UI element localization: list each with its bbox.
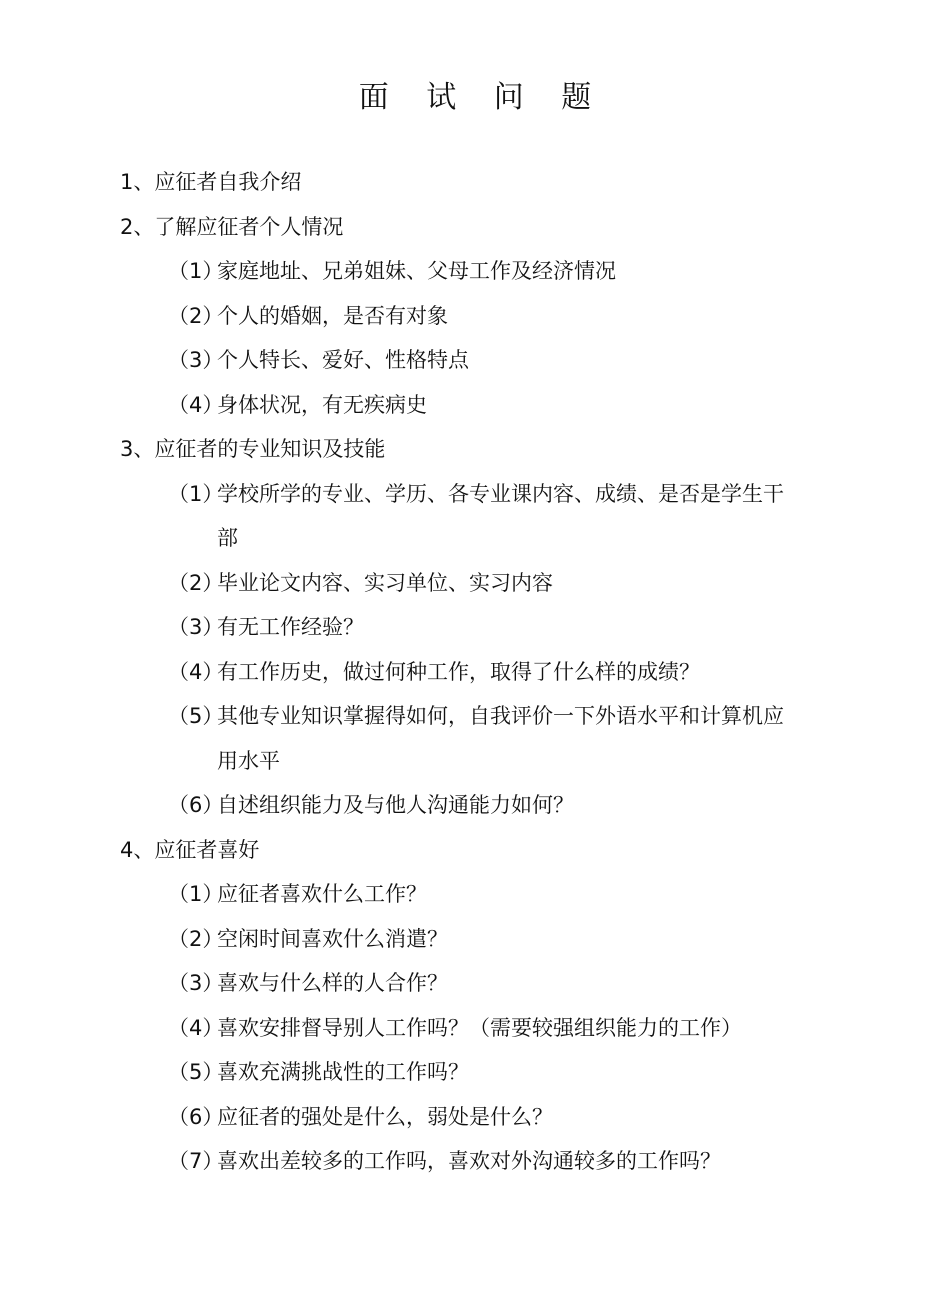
question-item (120, 872, 800, 917)
question-number: （3） (168, 348, 224, 372)
question-item (120, 650, 800, 695)
question-text: 有无工作经验？ (217, 615, 364, 639)
question-item (120, 1006, 800, 1051)
question-text: 家庭地址、兄弟姐妹、父母工作及经济情况 (217, 259, 616, 283)
question-number: （2） (168, 303, 224, 328)
section-1 (120, 160, 820, 205)
question-item (120, 1095, 800, 1140)
page-title: 面 试 问 题 (358, 80, 606, 115)
section-heading: 1、应征者自我介绍 (120, 170, 302, 194)
question-text: 自述组织能力及与他人沟通能力如何？ (217, 793, 574, 817)
question-number: （2） (168, 570, 224, 595)
question-text: 个人特长、爱好、性格特点 (217, 348, 469, 372)
question-item (120, 561, 800, 606)
question-text: 喜欢充满挑战性的工作吗？ (217, 1060, 469, 1084)
question-item (120, 472, 800, 561)
question-number: （4） (168, 659, 224, 684)
question-text: 毕业论文内容、实习单位、实习内容 (217, 570, 553, 595)
question-text: 身体状况，有无疾病史 (217, 392, 427, 417)
question-text: 其他专业知识掌握得如何，自我评价一下外语水平和计算机应用水平 (217, 704, 784, 773)
question-number: （1） (168, 259, 224, 283)
section-heading: 4、应征者喜好 (120, 837, 260, 862)
question-text: 应征者的强处是什么，弱处是什么？ (217, 1104, 553, 1129)
question-item (120, 294, 800, 339)
question-item (120, 1139, 800, 1184)
question-text: 应征者喜欢什么工作？ (217, 882, 427, 906)
question-number: （1） (168, 882, 224, 906)
question-text: 有工作历史，做过何种工作，取得了什么样的成绩？ (217, 659, 700, 684)
question-item (120, 605, 800, 650)
question-number: （7） (168, 1149, 224, 1173)
question-text: 喜欢出差较多的工作吗，喜欢对外沟通较多的工作吗？ (217, 1149, 721, 1173)
question-number: （5） (168, 1060, 224, 1084)
section-heading: 2、了解应征者个人情况 (120, 214, 344, 239)
question-text: 个人的婚姻，是否有对象 (217, 303, 448, 328)
section-4 (120, 828, 820, 1184)
question-item (120, 1050, 800, 1095)
question-text: 喜欢安排督导别人工作吗？（需要较强组织能力的工作） (217, 1015, 742, 1040)
section-2 (120, 205, 820, 428)
question-item (120, 917, 800, 962)
question-number: （4） (168, 392, 224, 417)
section-heading: 3、应征者的专业知识及技能 (120, 437, 386, 461)
question-item (120, 694, 800, 783)
question-number: （4） (168, 1015, 224, 1040)
question-number: （6） (168, 1104, 224, 1129)
question-item (120, 383, 800, 428)
question-list (120, 160, 820, 1184)
question-number: （1） (168, 481, 224, 506)
question-item (120, 783, 800, 828)
question-number: （2） (168, 926, 224, 951)
question-item (120, 961, 800, 1006)
question-item (120, 249, 800, 294)
question-item (120, 338, 800, 383)
question-text: 空闲时间喜欢什么消遣？ (217, 926, 448, 951)
question-number: （3） (168, 971, 224, 995)
question-number: （3） (168, 615, 224, 639)
section-3 (120, 427, 820, 828)
question-number: （5） (168, 704, 224, 728)
question-text: 学校所学的专业、学历、各专业课内容、成绩、是否是学生干部 (217, 481, 784, 550)
question-number: （6） (168, 793, 224, 817)
question-text: 喜欢与什么样的人合作？ (217, 971, 448, 995)
